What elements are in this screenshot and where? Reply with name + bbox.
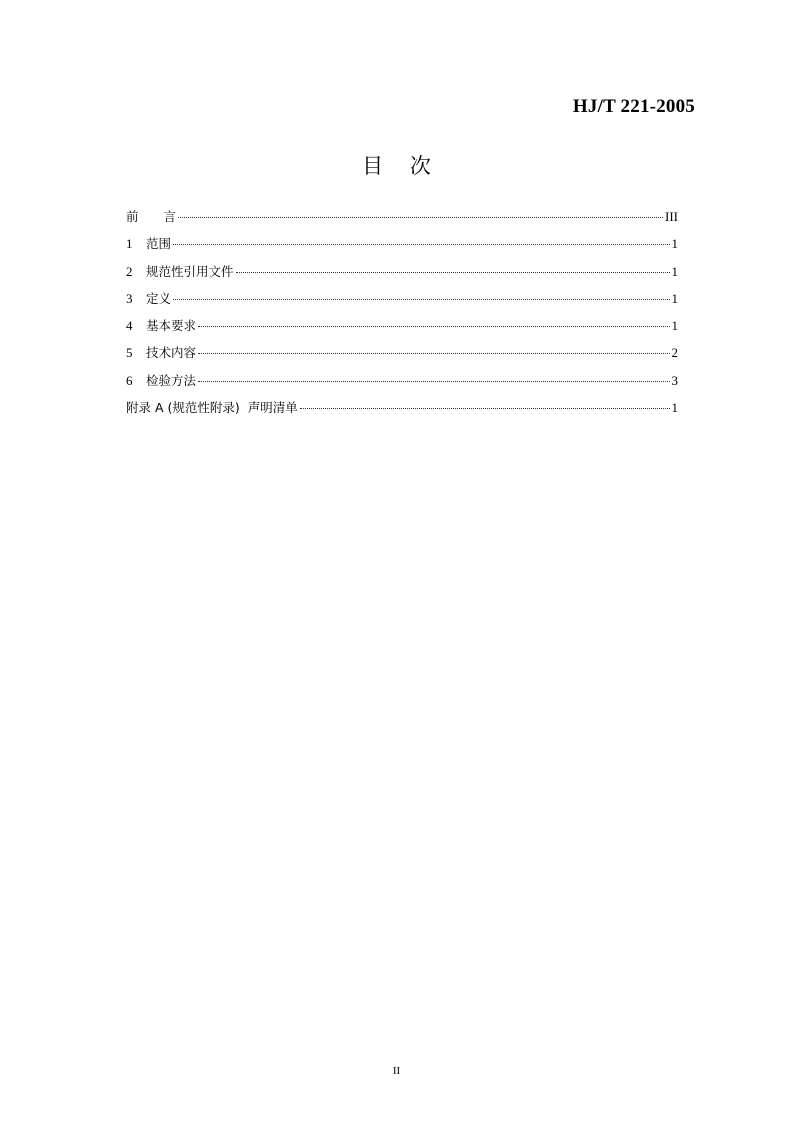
toc-dot-leader <box>236 272 670 273</box>
toc-dot-leader <box>300 408 670 409</box>
toc-entry-label: 检验方法 <box>146 372 197 388</box>
toc-entry-number: 4 <box>126 318 133 334</box>
toc-entry-technical-content[interactable] <box>126 343 678 370</box>
toc-dot-leader <box>178 217 663 218</box>
toc-entry-preface[interactable] <box>126 207 678 234</box>
toc-entry-page: 1 <box>671 236 678 252</box>
toc-entry-label: 技术内容 <box>146 345 197 361</box>
toc-entry-definitions[interactable] <box>126 289 678 316</box>
toc-entry-number: 2 <box>126 263 133 279</box>
toc-entry-page: 1 <box>671 400 678 416</box>
toc-dot-leader <box>173 244 669 245</box>
toc-entry-normative-references[interactable] <box>126 262 678 289</box>
toc-entry-label: 定义 <box>146 290 172 306</box>
toc-entry-label: 附录 A (规范性附录) 声明清单 <box>126 400 298 416</box>
toc-entry-page: 1 <box>671 263 678 279</box>
toc-entry-page: 3 <box>671 372 678 388</box>
toc-title: 目 次 <box>362 154 441 178</box>
toc-entry-page: 1 <box>671 290 678 306</box>
page-number: II <box>392 1065 401 1077</box>
toc-dot-leader <box>198 353 669 354</box>
document-code: HJ/T 221-2005 <box>572 96 695 117</box>
toc-dot-leader <box>198 381 669 382</box>
toc-entry-number: 5 <box>126 345 133 361</box>
toc-entry-number: 6 <box>126 372 133 388</box>
toc-entry-appendix-a[interactable] <box>126 398 678 425</box>
toc-entry-page: 1 <box>671 318 678 334</box>
toc-entry-label: 前 言 <box>126 209 177 224</box>
toc-entry-test-methods[interactable] <box>126 371 678 398</box>
toc-entry-basic-requirements[interactable] <box>126 316 678 343</box>
toc-entry-page: III <box>665 209 678 224</box>
toc-entry-scope[interactable] <box>126 234 678 261</box>
table-of-contents <box>126 207 678 425</box>
toc-entry-label: 基本要求 <box>146 318 197 334</box>
toc-entry-number: 3 <box>126 290 133 306</box>
toc-entry-label: 规范性引用文件 <box>146 263 234 279</box>
toc-entry-number: 1 <box>126 236 133 252</box>
toc-entry-label: 范围 <box>146 236 172 252</box>
toc-dot-leader <box>173 299 669 300</box>
toc-dot-leader <box>198 326 669 327</box>
toc-entry-page: 2 <box>671 345 678 361</box>
